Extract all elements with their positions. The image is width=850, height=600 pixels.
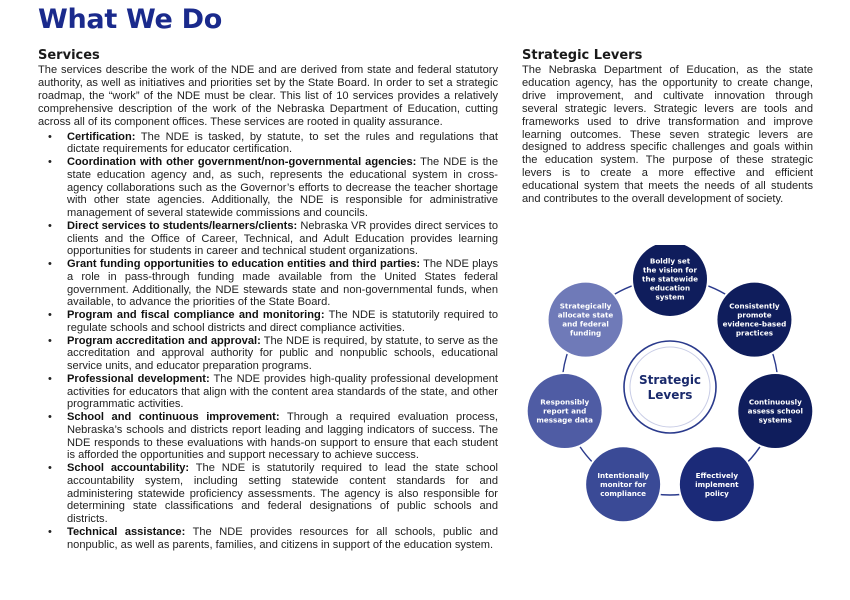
- service-item: [38, 258, 498, 309]
- bullet-icon: •: [48, 334, 52, 347]
- lever-node-label: assess school: [747, 406, 803, 416]
- service-term: Coordination with other government/non-governmental agencies:: [67, 156, 417, 169]
- center-circle: [624, 341, 716, 433]
- lever-node-label: report and: [543, 406, 587, 416]
- bullet-icon: •: [48, 219, 52, 232]
- lever-node-label: implement: [695, 479, 739, 489]
- bullet-icon: •: [48, 309, 52, 322]
- lever-node-label: education: [649, 283, 691, 293]
- lever-node-label: and federal: [562, 319, 609, 329]
- center-label: Levers: [647, 388, 693, 402]
- services-section: [38, 48, 498, 551]
- service-item: [38, 309, 498, 335]
- lever-node-label: promote: [737, 310, 772, 320]
- service-item: [38, 156, 498, 220]
- service-item: [38, 220, 498, 258]
- strategic-levers-heading: Strategic Levers: [522, 48, 643, 63]
- lever-node-label: Effectively: [695, 470, 739, 480]
- service-term: School and continuous improvement:: [67, 411, 280, 424]
- lever-node-label: Consistently: [729, 301, 780, 311]
- lever-node-label: systems: [758, 415, 792, 425]
- bullet-icon: •: [48, 372, 52, 385]
- service-description: The NDE is statutorily required to lead the state school accountability system, including setting statewide content standards for and administering statewide proficiency assessments. The agency is also responsible for determining state classifications and federal designations of public schools and districts.: [67, 462, 498, 526]
- service-term: School accountability:: [67, 462, 190, 475]
- service-term: Program and fiscal compliance and monitoring:: [67, 309, 325, 322]
- service-description: The NDE provides resources for all schools, public and nonpublic, as well as parents, families, and citizens in support of the education system.: [67, 525, 498, 551]
- service-description: The NDE is required, by statute, to serve as the accreditation and approval authority for public and nonpublic schools, educational service units, and educator preparation programs.: [67, 334, 499, 373]
- lever-node-label: the statewide: [642, 274, 698, 284]
- service-item: [38, 411, 498, 462]
- services-heading: Services: [38, 48, 100, 63]
- strategic-levers-svg: [524, 245, 814, 525]
- strategic-levers-section: [522, 48, 813, 206]
- bullet-icon: •: [48, 462, 52, 475]
- service-description: The NDE is statutorily required to regulate schools and school districts and direct compliance activities.: [67, 309, 498, 334]
- service-item: [38, 526, 498, 552]
- service-term: Professional development:: [67, 372, 210, 385]
- service-term: Program accreditation and approval:: [67, 334, 261, 347]
- center-label: Strategic: [638, 373, 702, 387]
- lever-node-label: practices: [735, 328, 774, 338]
- lever-node-label: funding: [569, 328, 602, 338]
- lever-node-label: Strategically: [559, 301, 612, 311]
- services-intro: The services describe the work of the NDE and are derived from state and federal statutory authority, as well as initiatives and priorities set by the State Board. In order to set a strategic roadmap, the “work” of the NDE must be clear. This list of 10 services provides a relatively comprehensive description of the work of the Nebraska Department of Education, cutting across all of its component offices. These services are rooted in quality assurance.: [38, 64, 498, 128]
- lever-node-label: system: [655, 292, 685, 302]
- lever-node-label: message data: [536, 415, 593, 425]
- lever-node-label: Responsibly: [540, 397, 590, 407]
- service-term: Direct services to students/learners/clients:: [67, 219, 298, 232]
- service-item: [38, 462, 498, 526]
- service-description: The NDE is tasked, by statute, to set the rules and regulations that dictate requirements for educator certification.: [67, 130, 498, 156]
- service-description: Nebraska VR provides direct services to clients and the Office of Career, Technical, and Adult Education provides learning opportunities for students in career and technical student organizations.: [67, 219, 499, 258]
- service-item: [38, 131, 498, 157]
- strategic-levers-body: The Nebraska Department of Education, as the state education agency, has the opportunity to create change, drive improvement, and cultivate innovation through several strategic levers. Strategic levers are tools and frameworks used to drive transformation and improve learning outcomes. These seven strategic levers are designed to address specific challenges and goals within the education system. The purpose of these strategic levers is to create a more effective and efficient educational system that meets the needs of all students and contributes to the overall development of society.: [522, 64, 813, 206]
- lever-node-label: monitor for: [600, 479, 647, 489]
- service-term: Certification:: [67, 130, 136, 143]
- bullet-icon: •: [48, 411, 52, 424]
- lever-node-label: compliance: [600, 488, 647, 498]
- service-term: Grant funding opportunities to education entities and third parties:: [67, 258, 421, 271]
- lever-node-label: Boldly set: [649, 256, 691, 266]
- strategic-levers-diagram: [524, 245, 814, 525]
- lever-node-label: policy: [704, 488, 729, 498]
- page-title: What We Do: [38, 4, 223, 35]
- bullet-icon: •: [48, 130, 52, 143]
- bullet-icon: •: [48, 156, 52, 169]
- bullet-icon: •: [48, 525, 52, 538]
- service-description: Through a required evaluation process, Nebraska’s schools and districts report leading and lagging indicators of success. The NDE responds to these evaluations with hands-on support to ensure that each student is afforded the opportunities and support necessary to achieve success.: [67, 411, 498, 462]
- service-description: The NDE is the state education agency and, as such, represents the educational system in cross-agency collaborations such as the Governor’s efforts to decrease the teacher shortage with other state agencies. Additionally, the NDE is responsible for administrative management of several statewide commissions and councils.: [67, 156, 498, 220]
- services-list: [38, 131, 498, 552]
- lever-node-label: the vision for: [643, 265, 697, 275]
- service-item: [38, 373, 498, 411]
- service-description: The NDE provides high-quality professional development activities for educators that align with the content area standards of the state, and other programmatic activities.: [67, 372, 498, 411]
- service-term: Technical assistance:: [67, 525, 186, 538]
- lever-node-label: Continuously: [748, 397, 802, 407]
- service-item: [38, 335, 498, 373]
- lever-node-label: allocate state: [557, 310, 614, 320]
- lever-node-label: Intentionally: [597, 470, 649, 480]
- service-description: The NDE plays a role in pass-through funding made available from the United States federal government. Additionally, the NDE stewards state and non-governmental funds, when available, to advance the priorities of the State Board.: [67, 258, 498, 309]
- bullet-icon: •: [48, 258, 52, 271]
- lever-node-label: evidence-based: [722, 319, 787, 329]
